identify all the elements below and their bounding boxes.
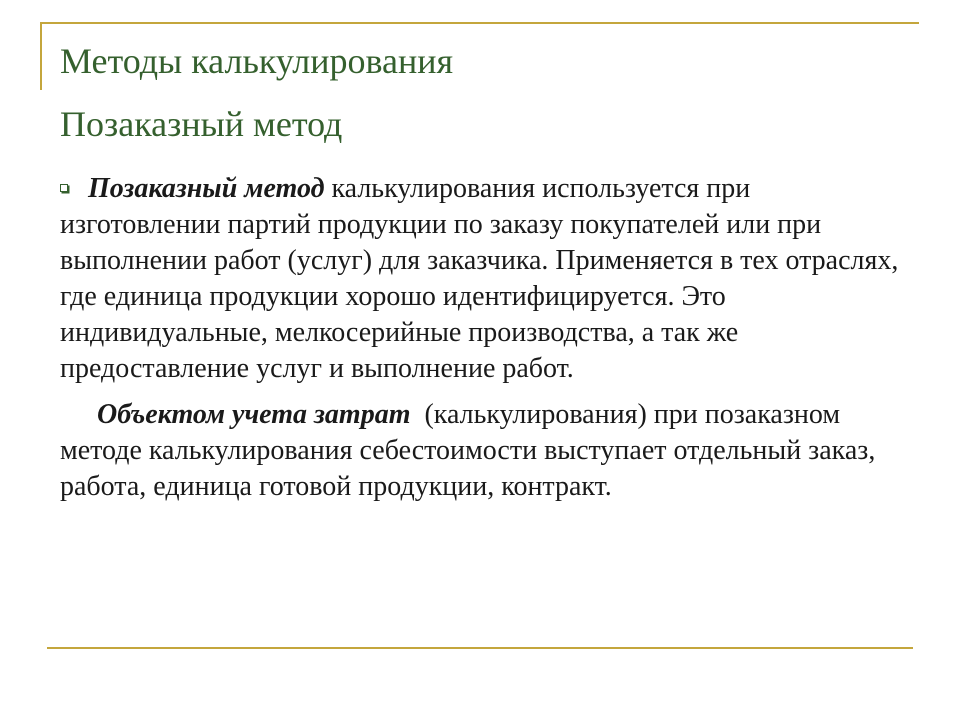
paragraph-text: (калькулирования) при позаказном методе калькулирования себестоимости выступает отдельный заказ, работа, единица готовой продукции, контракт. (60, 399, 883, 502)
top-accent-rule (41, 22, 919, 24)
slide-body (60, 171, 910, 505)
bullet-emphasis: Позаказный метод (88, 173, 325, 204)
bottom-accent-rule (47, 647, 913, 649)
slide-subtitle: Позаказный метод (60, 104, 343, 144)
bullet-paragraph (60, 171, 910, 387)
second-paragraph (60, 397, 910, 505)
square-bullet-icon (60, 184, 68, 192)
paragraph-emphasis: Объектом учета затрат (97, 399, 411, 430)
left-accent-rule (40, 22, 42, 90)
slide-title: Методы калькулирования (60, 41, 454, 81)
bullet-text: калькулирования используется при изготовлении партий продукции по заказу покупателей или при выполнении работ (услуг) для заказчика. Применяется в тех отраслях, где единица продукции хорошо идентифицируется. Это индивидуальные, мелкосерийные производства, а так же предоставление услуг и выполнение работ. (60, 173, 899, 384)
